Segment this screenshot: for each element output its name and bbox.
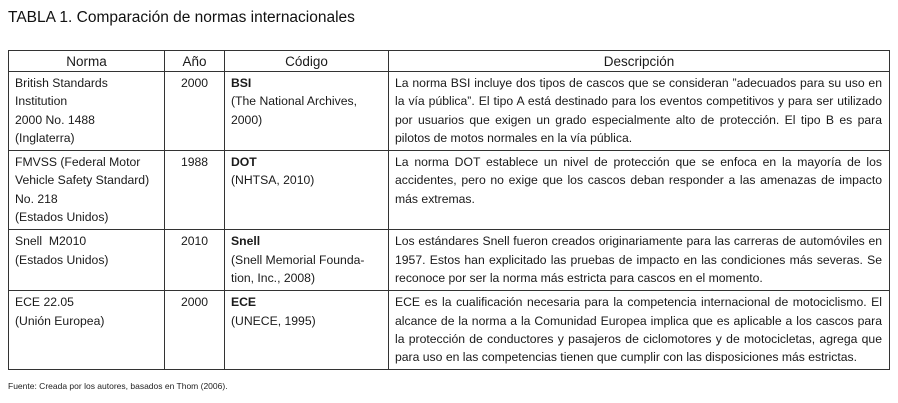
codigo-name: Snell (231, 234, 261, 249)
norma-line: (Estados Unidos) (15, 210, 109, 225)
codigo-ref-line: 2000) (231, 112, 263, 127)
norms-comparison-table (8, 50, 890, 370)
codigo-cell (225, 72, 389, 151)
norma-line: Institution (15, 94, 68, 109)
codigo-ref-line: tion, Inc., 2008) (231, 270, 316, 285)
norma-line: (Unión Europea) (15, 313, 105, 328)
descripcion-cell: La norma DOT establece un nivel de protección que se enfoca en la mayoría de los accidentes, pero no exige que los cascos deban responder a las amenazas de impacto más extremas. (389, 151, 890, 230)
descripcion-cell: Los estándares Snell fueron creados originariamente para las carreras de automóviles en 1957. Estos han explicitado las pruebas de impacto en las condiciones más severas. Se reconoce por ser la norma más estricta para cascos en el momento. (389, 230, 890, 291)
codigo-ref-line: (Snell Memorial Founda- (231, 252, 365, 267)
codigo-cell (225, 291, 389, 370)
codigo-cell (225, 151, 389, 230)
codigo-cell (225, 230, 389, 291)
header-descripcion: Descripción (389, 51, 890, 72)
norma-line: FMVSS (Federal Motor (15, 155, 141, 170)
table-row (9, 291, 890, 370)
codigo-ref-line: (UNECE, 1995) (231, 313, 316, 328)
codigo-ref-line: (NHTSA, 2010) (231, 173, 315, 188)
anio-cell: 2000 (165, 72, 225, 151)
table-title: TABLA 1. Comparación de normas internacionales (8, 9, 355, 26)
norma-line: No. 218 (15, 191, 58, 206)
norma-line: (Inglaterra) (15, 130, 75, 145)
descripcion-cell: La norma BSI incluye dos tipos de cascos que se consideran ”adecuados para su uso en la vía pública”. El tipo A está destinado para los eventos competitivos y para ser utilizado por usuarios que exigen un grado especialmente alto de protección. El tipo B es para pilotos de motos normales en la vía pública. (389, 72, 890, 151)
norma-cell (9, 291, 165, 370)
table-row (9, 72, 890, 151)
descripcion-cell: ECE es la cualificación necesaria para la competencia internacional de motociclismo. El alcance de la norma a la Comunidad Europea implica que es aplicable a los cascos para la protección de conductores y pasajeros de ciclomotores y de motocicletas, agrega que para uso en las competencias tienen que cumplir con las disposiciones más estrictas. (389, 291, 890, 370)
header-norma: Norma (9, 51, 165, 72)
anio-cell: 1988 (165, 151, 225, 230)
header-anio: Año (165, 51, 225, 72)
table-header-row (9, 51, 890, 72)
norma-cell (9, 72, 165, 151)
codigo-ref-line: (The National Archives, (231, 94, 357, 109)
header-codigo: Código (225, 51, 389, 72)
norma-line: 2000 No. 1488 (15, 112, 95, 127)
table-source-note: Fuente: Creada por los autores, basados en Thom (2006). (8, 381, 228, 391)
codigo-name: DOT (231, 155, 257, 170)
codigo-name: BSI (231, 76, 252, 90)
norma-line: Vehicle Safety Standard) (15, 173, 150, 188)
norma-line: British Standards (15, 76, 108, 90)
norma-line: ECE 22.05 (15, 295, 74, 310)
norma-cell (9, 230, 165, 291)
anio-cell: 2000 (165, 291, 225, 370)
table-row (9, 151, 890, 230)
codigo-name: ECE (231, 295, 257, 310)
norma-line: Snell M2010 (15, 234, 87, 249)
table-row (9, 230, 890, 291)
norma-line: (Estados Unidos) (15, 252, 109, 267)
anio-cell: 2010 (165, 230, 225, 291)
norma-cell (9, 151, 165, 230)
